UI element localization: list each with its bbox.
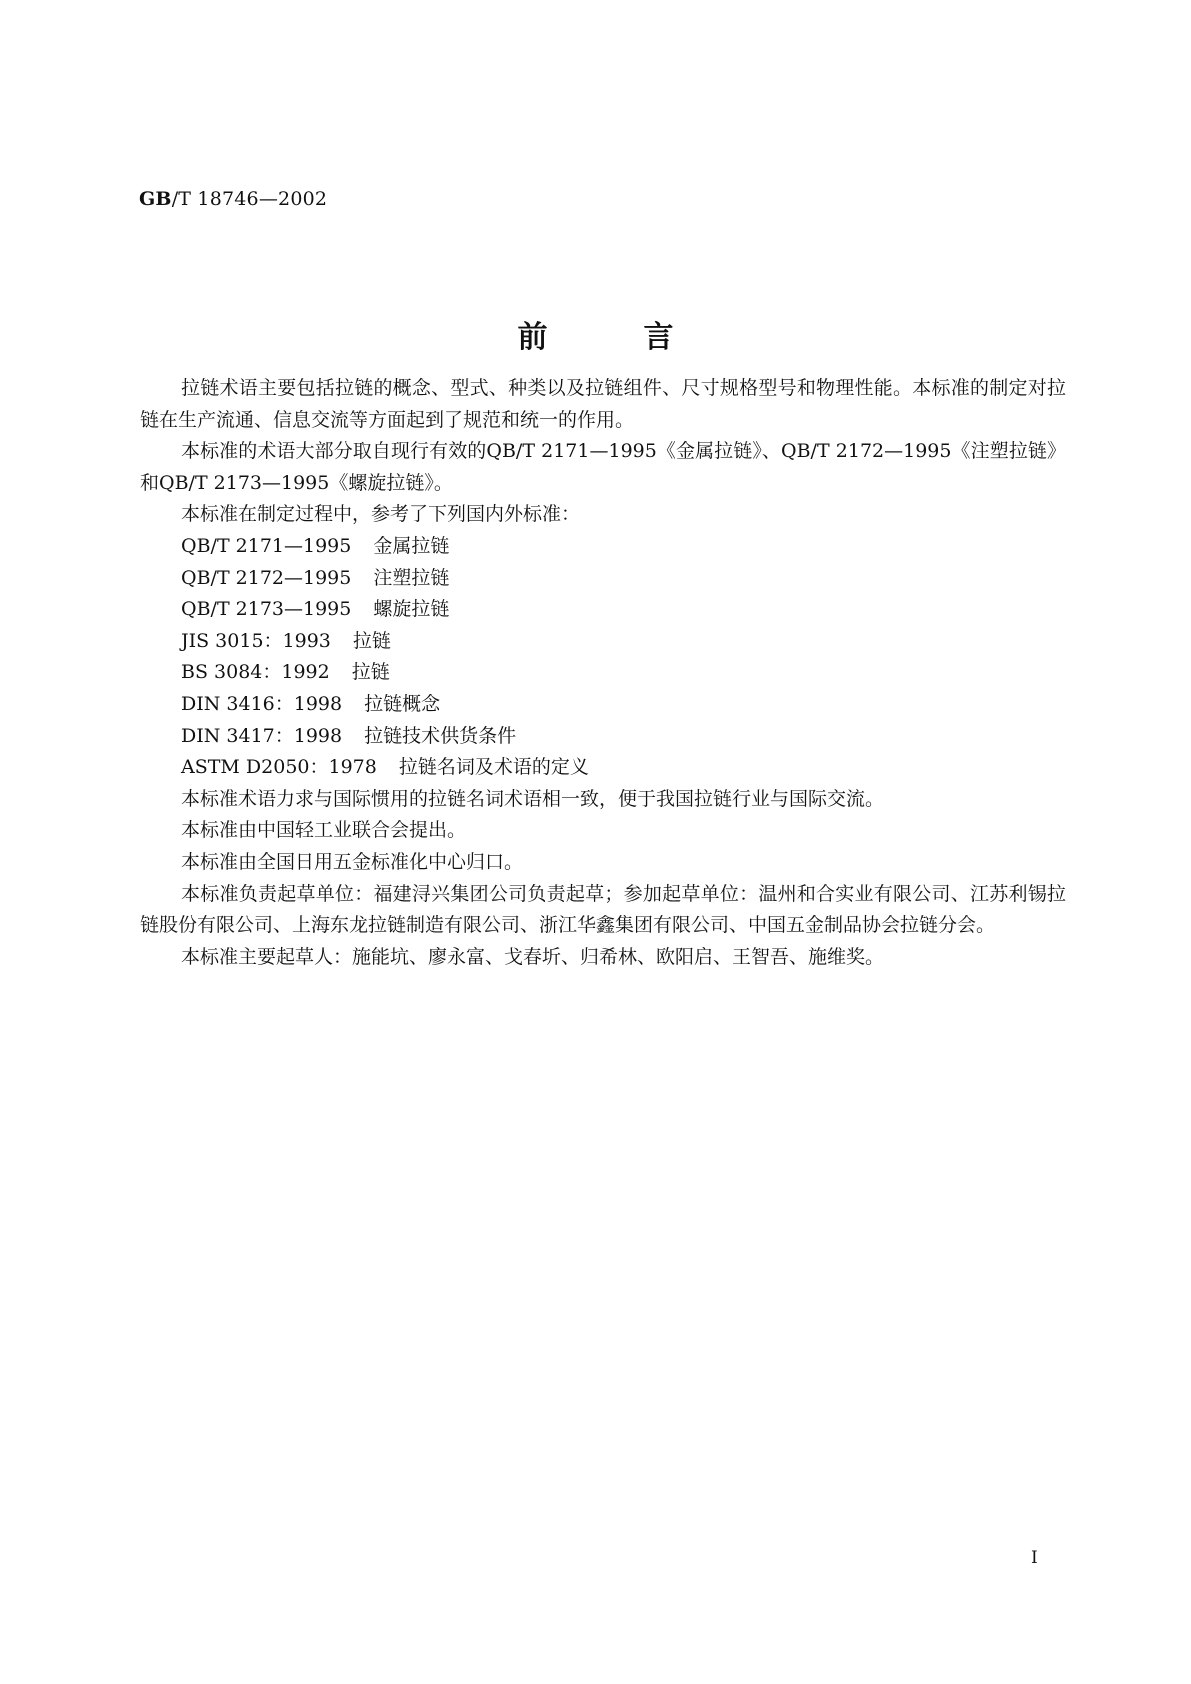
reference-code: DIN 3417：1998 [181,724,343,747]
reference-item [140,721,1066,753]
standard-code-prefix: GB [139,188,172,210]
paragraph-scope: 拉链术语主要包括拉链的概念、型式、种类以及拉链组件、尺寸规格型号和物理性能。本标准的制定对拉链在生产流通、信息交流等方面起到了规范和统一的作用。 [140,377,1066,431]
reference-item [140,752,1066,784]
reference-item [140,531,1066,563]
reference-title: 螺旋拉链 [373,598,450,621]
paragraph-references-intro: 本标准在制定过程中，参考了下列国内外标准： [181,503,581,526]
paragraph-consistency: 本标准术语力求与国际惯用的拉链名词术语相一致，便于我国拉链行业与国际交流。 [181,787,885,810]
reference-code: DIN 3416：1998 [181,692,343,715]
standard-code [139,188,327,210]
reference-title: 拉链 [352,629,391,652]
reference-title: 拉链概念 [364,692,441,715]
reference-code: BS 3084：1992 [181,661,330,684]
foreword-body [140,373,1066,973]
reference-item [140,689,1066,721]
reference-item [140,563,1066,595]
reference-code: ASTM D2050：1978 [181,756,377,779]
reference-title: 注塑拉链 [373,566,450,589]
paragraph-sources: 本标准的术语大部分取自现行有效的QB/T 2171—1995《金属拉链》、QB/T 2172—1995《注塑拉链》和QB/T 2173—1995《螺旋拉链》。 [140,440,1066,494]
paragraph-drafting-units: 本标准负责起草单位：福建浔兴集团公司负责起草；参加起草单位：温州和合实业有限公司、江苏利锡拉链股份有限公司、上海东龙拉链制造有限公司、浙江华鑫集团有限公司、中国五金制品协会拉链分会。 [140,882,1066,937]
page-number: I [1031,1548,1038,1568]
reference-code: JIS 3015：1993 [181,629,331,652]
reference-title: 拉链 [351,661,390,684]
reference-list [140,531,1066,784]
page-title: 前言 [517,320,770,355]
reference-title: 拉链技术供货条件 [364,724,517,747]
standard-code-number: /T 18746—2002 [171,188,328,210]
reference-code: QB/T 2173—1995 [181,598,352,621]
paragraph-administrator: 本标准由全国日用五金标准化中心归口。 [181,850,524,873]
reference-title: 金属拉链 [373,534,450,557]
paragraph-drafters: 本标准主要起草人：施能坑、廖永富、戈春圻、归希林、欧阳启、王智吾、施维奖。 [181,945,885,968]
paragraph-proposer: 本标准由中国轻工业联合会提出。 [181,819,467,842]
reference-code: QB/T 2171—1995 [181,534,352,557]
reference-item [140,657,1066,689]
reference-item [140,594,1066,626]
reference-title: 拉链名词及术语的定义 [398,756,589,779]
reference-item [140,626,1066,658]
reference-code: QB/T 2172—1995 [181,566,352,589]
